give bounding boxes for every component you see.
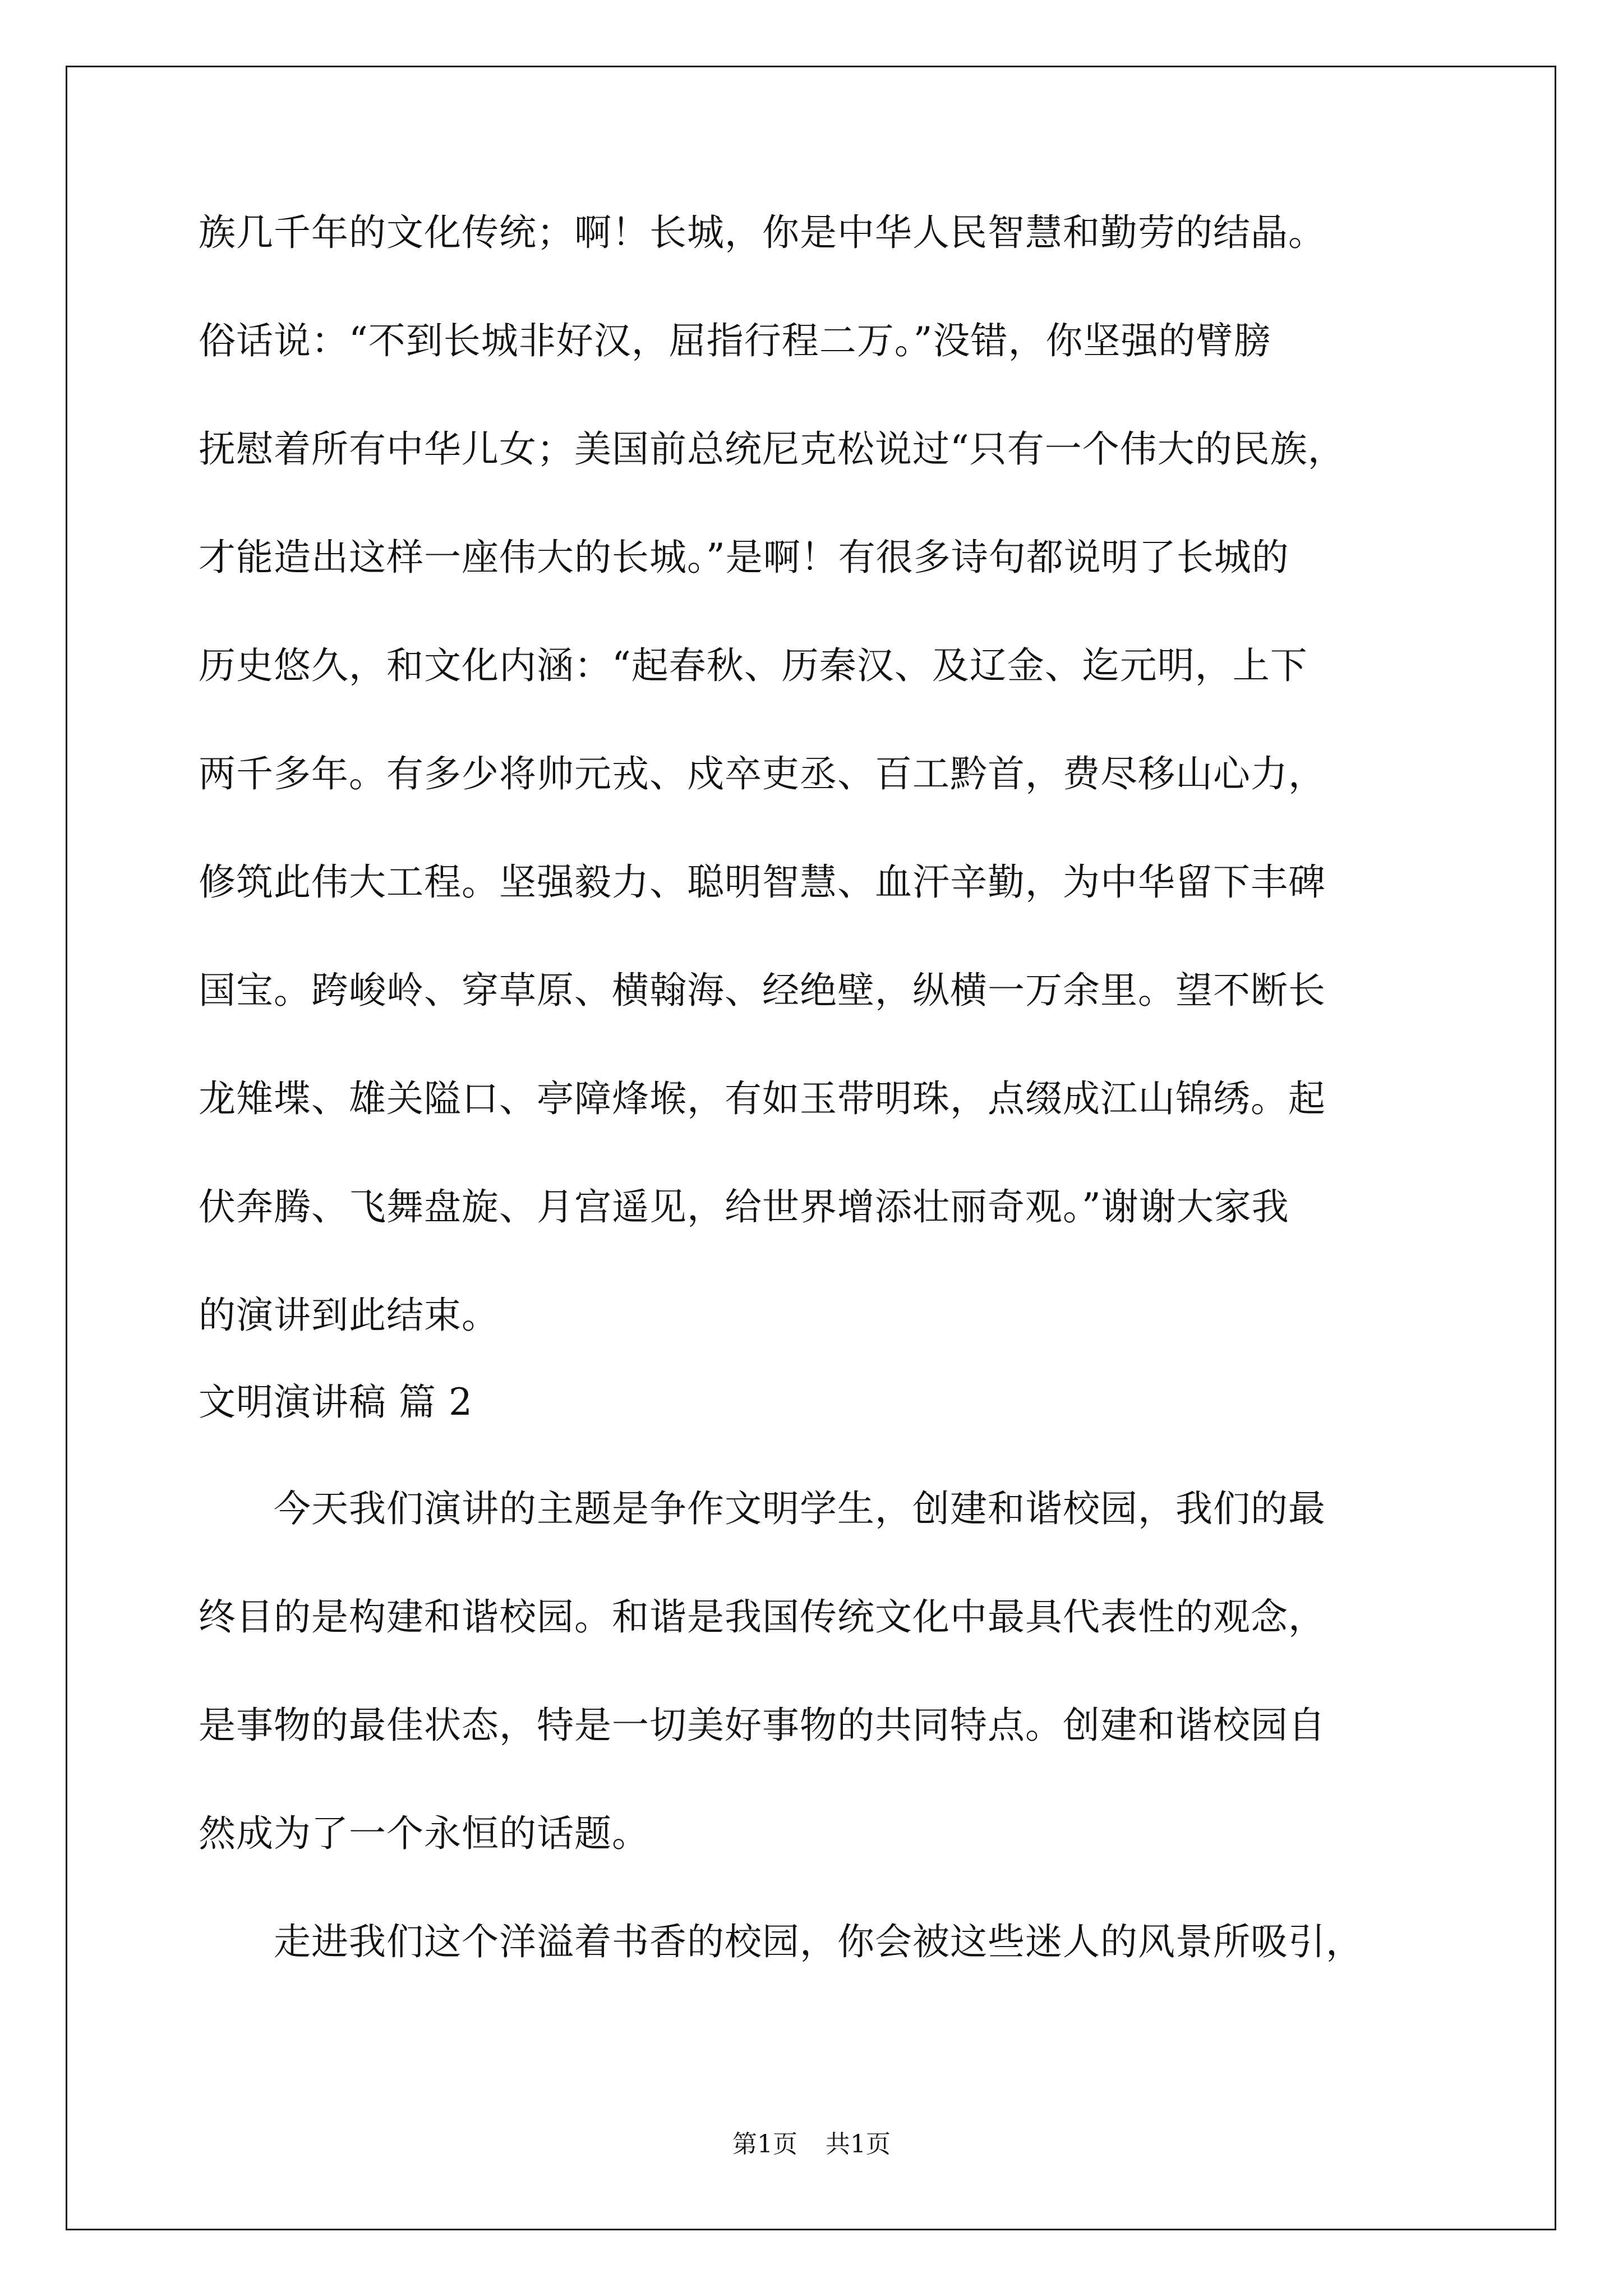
paragraph-line: 才能造出这样一座伟大的长城。”是啊！有很多诗句都说明了长城的	[199, 536, 1289, 579]
paragraph-line: 然成为了一个永恒的话题。	[199, 1812, 649, 1855]
paragraph-line: 修筑此伟大工程。坚强毅力、聪明智慧、血汗辛勤，为中华留下丰碑	[199, 861, 1326, 904]
paragraph-line: 今天我们演讲的主题是争作文明学生，创建和谐校园，我们的最	[274, 1487, 1326, 1530]
paragraph-line: 俗话说：“不到长城非好汉，屈指行程二万。”没错，你坚强的臂膀	[199, 319, 1271, 362]
paragraph-line: 族几千年的文化传统；啊！长城，你是中华人民智慧和勤劳的结晶。	[199, 211, 1326, 254]
paragraph-line: 终目的是构建和谐校园。和谐是我国传统文化中最具代表性的观念，	[199, 1595, 1326, 1639]
page-border	[66, 66, 1556, 2230]
section-heading: 文明演讲稿 篇 2	[199, 1381, 473, 1424]
paragraph-line: 龙雉堞、雄关隘口、亭障烽堠，有如玉带明珠，点缀成江山锦绣。起	[199, 1077, 1326, 1120]
paragraph-line: 两千多年。有多少将帅元戎、戍卒吏丞、百工黔首，费尽移山心力，	[199, 752, 1326, 795]
paragraph-line: 抚慰着所有中华儿女；美国前总统尼克松说过“只有一个伟大的民族，	[199, 427, 1345, 471]
paragraph-line: 伏奔腾、飞舞盘旋、月宫遥见，给世界增添壮丽奇观。”谢谢大家我	[199, 1185, 1289, 1228]
paragraph-line: 的演讲到此结束。	[199, 1294, 499, 1337]
page-number-total: 共1页	[826, 2130, 891, 2159]
paragraph-line: 走进我们这个洋溢着书香的校园，你会被这些迷人的风景所吸引，	[274, 1920, 1363, 1963]
paragraph-line: 国宝。跨峻岭、穿草原、横翰海、经绝壁，纵横一万余里。望不断长	[199, 969, 1326, 1012]
page-footer	[0, 2129, 1623, 2160]
paragraph-line: 历史悠久，和文化内涵：“起春秋、历秦汉、及辽金、迄元明，上下	[199, 644, 1308, 687]
paragraph-line: 是事物的最佳状态，特是一切美好事物的共同特点。创建和谐校园自	[199, 1704, 1326, 1747]
page-number-current: 第1页	[732, 2130, 797, 2159]
